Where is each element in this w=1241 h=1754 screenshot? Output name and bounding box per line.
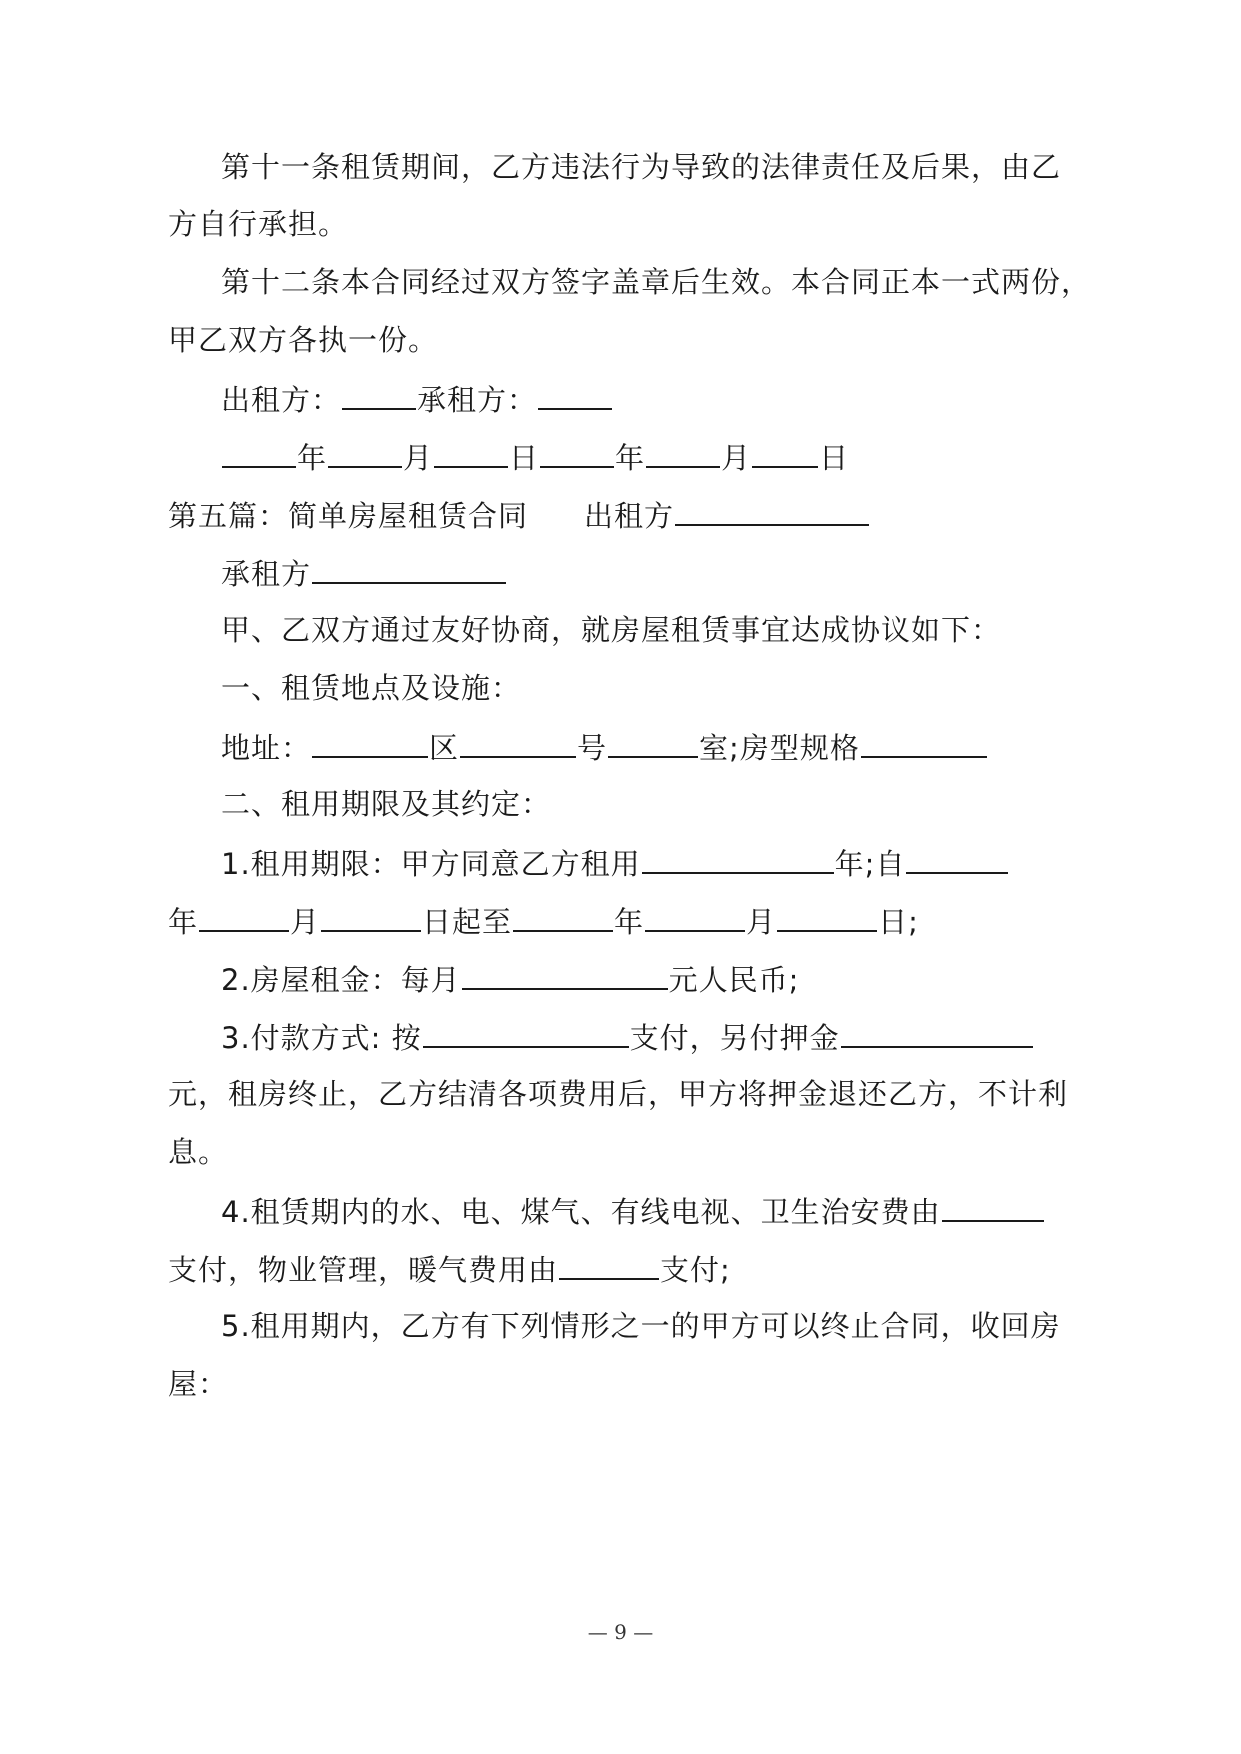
- room-blank: [608, 726, 698, 758]
- text: 甲、乙双方通过友好协商，就房屋租赁事宜达成协议如下：: [221, 613, 1002, 647]
- text: 号: [577, 731, 608, 765]
- section-1-heading: [221, 668, 521, 708]
- text: 一、租赁地点及设施：: [221, 671, 522, 705]
- payment-method-blank: [423, 1016, 629, 1048]
- termination-line-2: [168, 1364, 228, 1404]
- utilities-line-2: [168, 1248, 731, 1288]
- text: 方自行承担。: [168, 207, 349, 241]
- blank: [540, 436, 614, 468]
- text: 第十一条租赁期间，乙方违法行为导致的法律责任及后果，由乙: [221, 150, 1062, 184]
- years-blank: [642, 842, 834, 874]
- district-blank: [312, 726, 428, 758]
- text: 1.租用期限：甲方同意乙方租用: [221, 847, 641, 881]
- termination-line-1: [221, 1306, 1061, 1346]
- clause-12-line-1: [221, 262, 1091, 302]
- text: 月: [403, 441, 434, 475]
- blank: [752, 436, 818, 468]
- lessor-blank: [342, 378, 416, 410]
- utilities-line-1: [221, 1190, 1045, 1230]
- text: 室;房型规格: [699, 731, 860, 765]
- room-type-blank: [861, 726, 987, 758]
- payment-line-3: [168, 1132, 228, 1172]
- agreement-intro: [221, 610, 1001, 650]
- signature-date-line: [221, 436, 849, 476]
- text: 年;自: [834, 847, 906, 881]
- text: 4.租赁期内的水、电、煤气、有线电视、卫生治安费由: [221, 1195, 941, 1229]
- text: 日: [819, 441, 850, 475]
- text: 日;: [878, 905, 919, 939]
- text: 年: [297, 441, 328, 475]
- text: 月: [290, 905, 321, 939]
- text: 月: [746, 905, 777, 939]
- lessor-label: 出租方: [584, 499, 675, 533]
- text: 屋：: [168, 1367, 229, 1401]
- blank: [328, 436, 402, 468]
- blank: [222, 436, 296, 468]
- address-label: 地址：: [221, 731, 312, 765]
- text: 年: [614, 905, 645, 939]
- payment-line-1: [221, 1016, 1034, 1056]
- section-2-heading: [221, 784, 551, 824]
- clause-11-line-1: [221, 147, 1061, 187]
- text: 息。: [168, 1135, 229, 1169]
- heating-blank: [559, 1248, 659, 1280]
- address-line: [221, 726, 988, 766]
- page-number: — 9 —: [587, 1620, 654, 1644]
- blank: [199, 900, 289, 932]
- text: 二、租用期限及其约定：: [221, 787, 552, 821]
- text: 支付;: [660, 1253, 731, 1287]
- term-line-1: [221, 842, 1009, 882]
- lessee-label: 承租方: [221, 557, 312, 591]
- text: 日起至: [422, 905, 513, 939]
- text: 第十二条本合同经过双方签字盖章后生效。本合同正本一式两份，: [221, 265, 1092, 299]
- blank: [646, 436, 720, 468]
- start-year-blank: [906, 842, 1008, 874]
- text: 月: [721, 441, 752, 475]
- text: 5.租用期内，乙方有下列情形之一的甲方可以终止合同，收回房: [221, 1309, 1061, 1343]
- lessee-blank: [538, 378, 612, 410]
- number-blank: [460, 726, 576, 758]
- blank: [513, 900, 613, 932]
- utilities-blank: [942, 1190, 1044, 1222]
- text: 元人民币;: [668, 963, 800, 997]
- lessor-blank: [675, 494, 869, 526]
- term-line-2: [168, 900, 919, 940]
- rent-line: [221, 958, 799, 998]
- text: 区: [429, 731, 460, 765]
- section-title: 第五篇：简单房屋租赁合同: [168, 499, 529, 533]
- lessee-blank: [312, 552, 506, 584]
- text: 年: [168, 905, 199, 939]
- lessor-label: 出租方：: [221, 383, 342, 417]
- rent-blank: [462, 958, 668, 990]
- section-5-heading: [168, 494, 870, 534]
- clause-11-line-2: [168, 204, 348, 244]
- text: 支付，另付押金: [629, 1021, 840, 1055]
- signature-parties-line: [221, 378, 613, 418]
- blank: [321, 900, 421, 932]
- text: 年: [615, 441, 646, 475]
- lessee-line: [221, 552, 507, 592]
- text: 支付，物业管理，暖气费用由: [168, 1253, 559, 1287]
- text: 2.房屋租金：每月: [221, 963, 461, 997]
- text: 甲乙双方各执一份。: [168, 323, 439, 357]
- blank: [777, 900, 877, 932]
- deposit-blank: [841, 1016, 1033, 1048]
- text: 3.付款方式: 按: [221, 1021, 422, 1055]
- clause-12-line-2: [168, 320, 438, 360]
- payment-line-2: [168, 1074, 1068, 1114]
- blank: [645, 900, 745, 932]
- text: 元，租房终止，乙方结清各项费用后，甲方将押金退还乙方，不计利: [168, 1077, 1069, 1111]
- lessee-label: 承租方：: [417, 383, 538, 417]
- text: 日: [509, 441, 540, 475]
- blank: [434, 436, 508, 468]
